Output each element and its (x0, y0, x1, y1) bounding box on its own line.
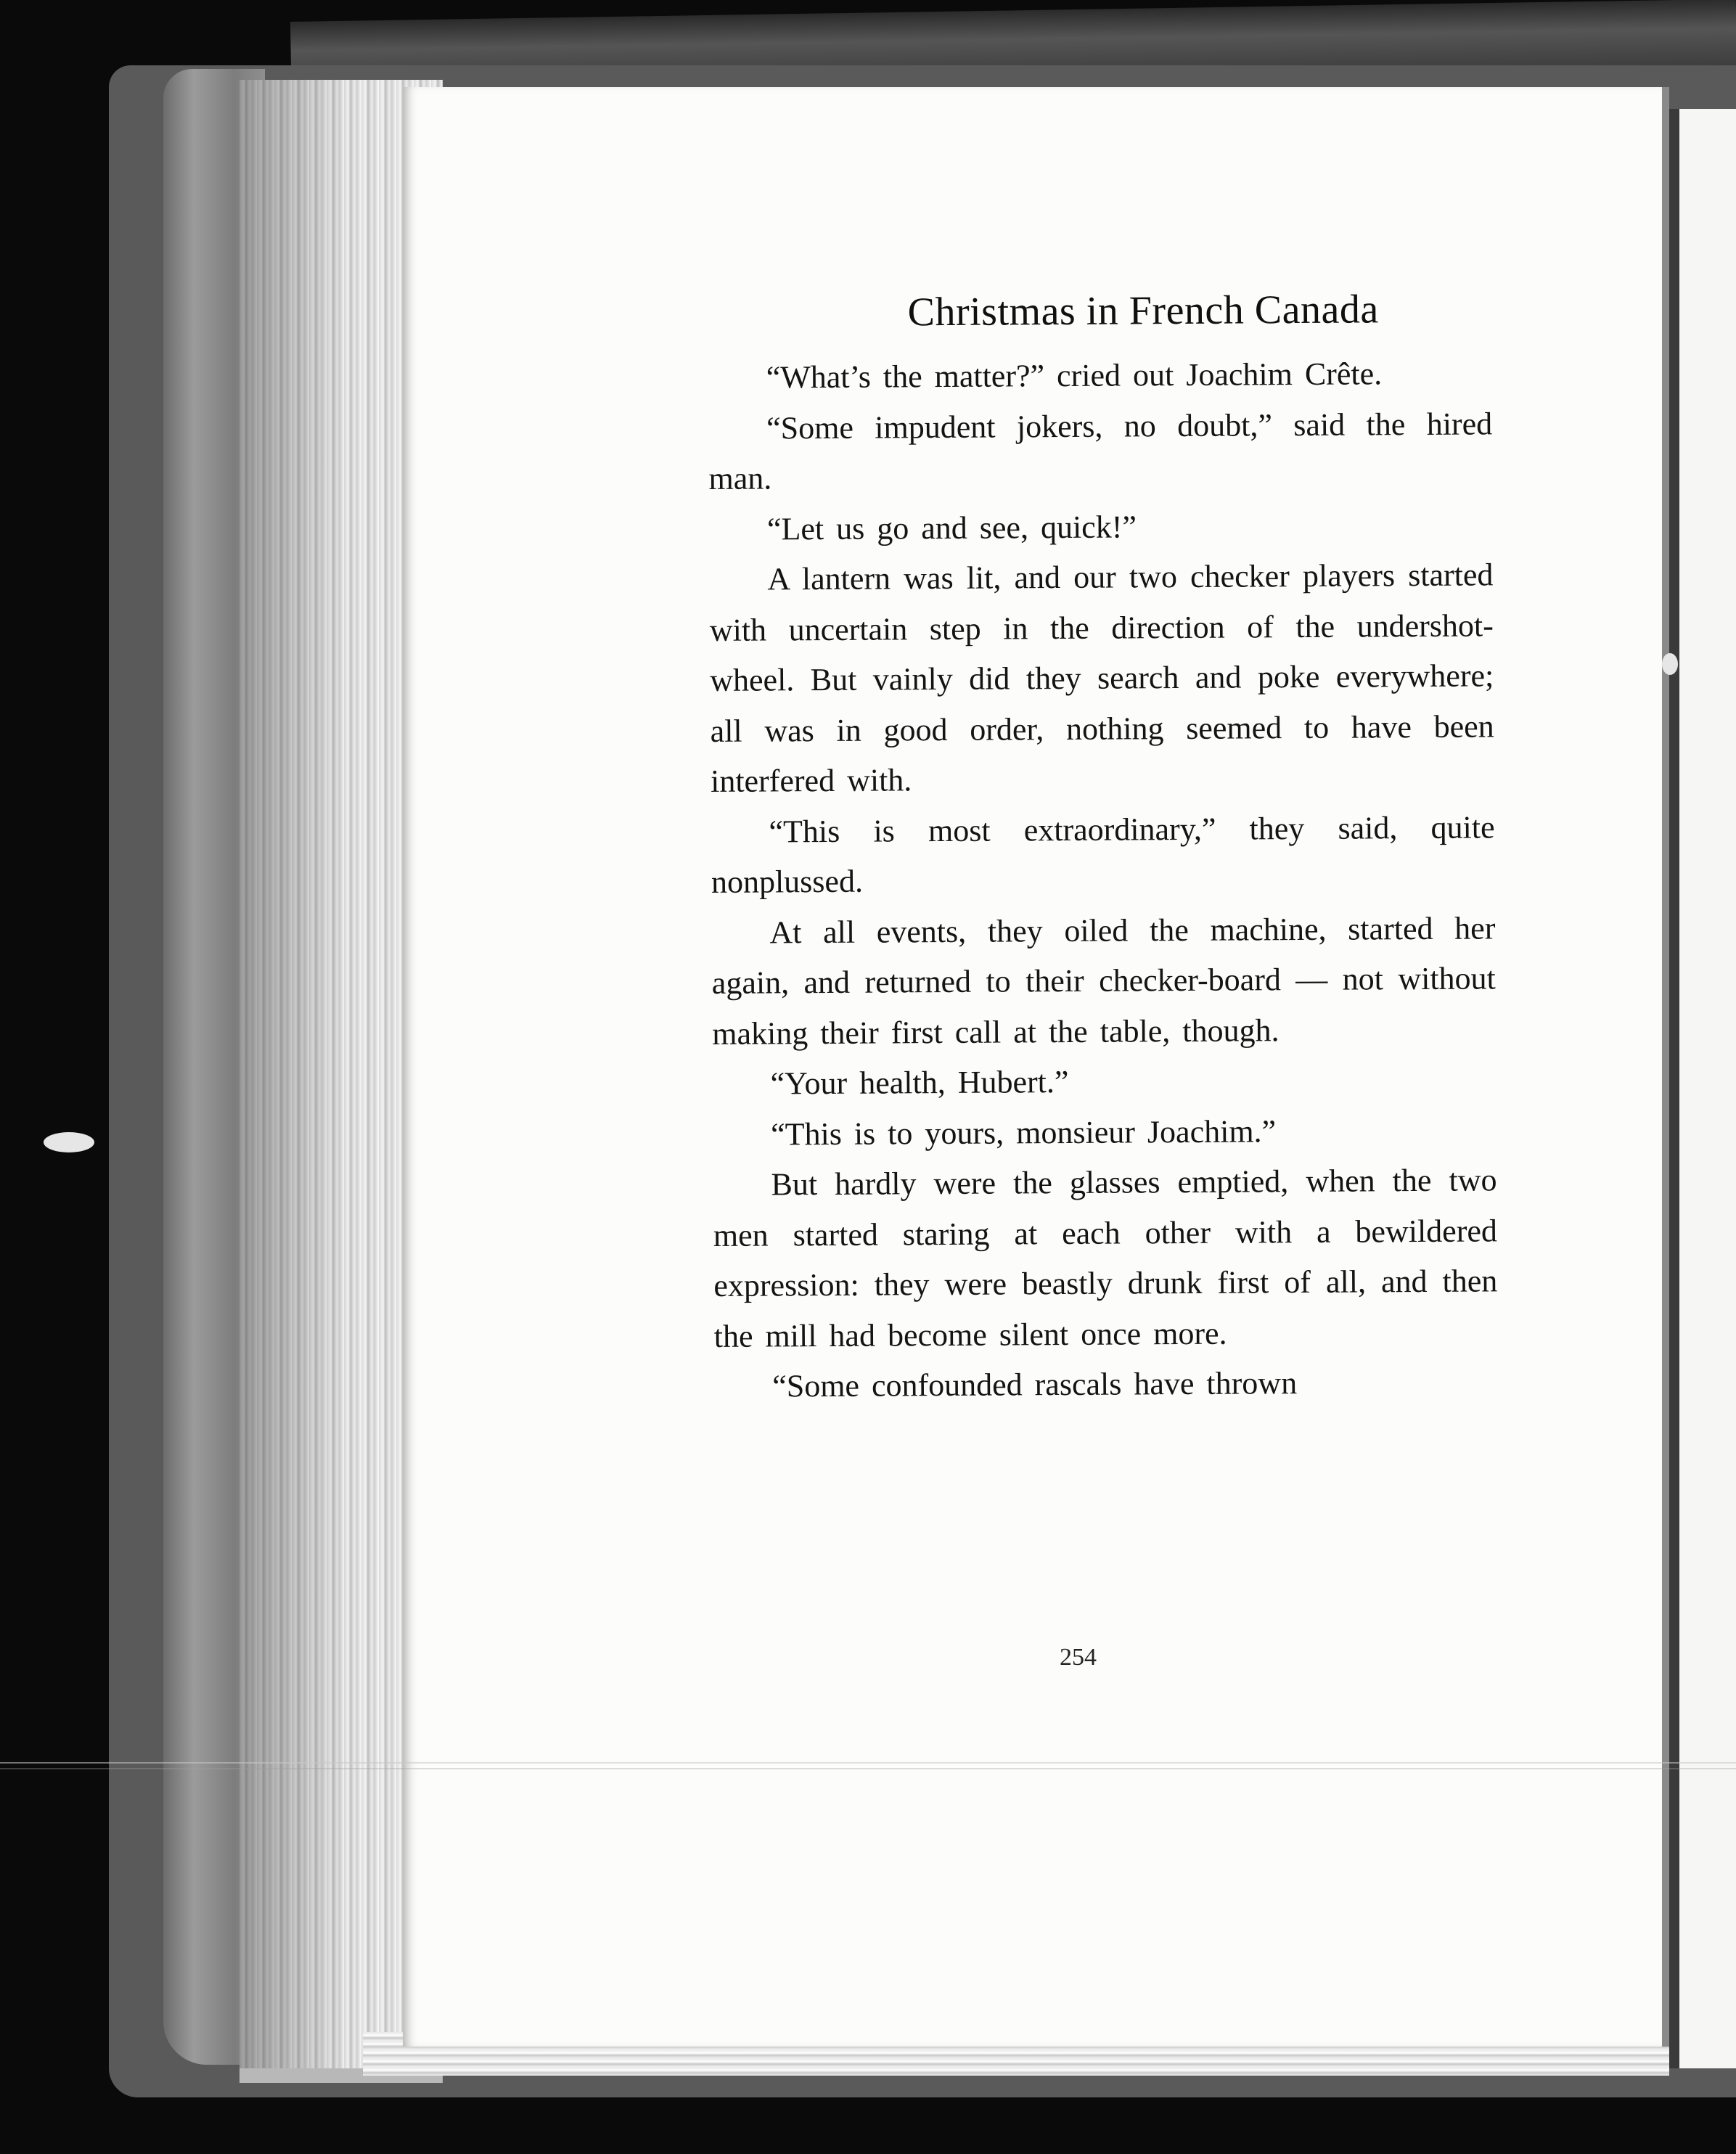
page-number: 254 (1060, 1644, 1097, 1671)
scan-speck (1662, 653, 1678, 675)
paragraph: “Some impudent jokers, no doubt,” said the hired man. (708, 405, 1493, 496)
paragraph: “This is to yours, monsieur Joachim.” (770, 1113, 1277, 1152)
paragraph: “This is most extraordinary,” they said, quite nonplussed. (711, 808, 1495, 900)
paragraph: “Your health, Hubert.” (770, 1063, 1069, 1102)
scan-artifact-line (0, 1768, 1736, 1769)
scan-artifact-line (0, 1762, 1736, 1764)
running-head: Christmas in French Canada (907, 287, 1379, 335)
paragraph: At all events, they oiled the machine, started her again, and returned to their checker-board — not without making their first call at the table, though. (711, 909, 1496, 1052)
paragraph: “Let us go and see, quick!” (766, 508, 1137, 547)
scan-speck (44, 1132, 94, 1152)
paragraph: “Some confounded rascals have thrown (772, 1365, 1298, 1404)
paragraph: But hardly were the glasses emptied, when the two men started staring at each other with a bewildered expression: they were beastly drunk first of all, and then the mill had become silent once more. (713, 1162, 1498, 1354)
paragraph: A lantern was lit, and our two checker players started with uncertain step in the direction of the undershot-wheel. But vainly did they search and poke everywhere; all was in good order, nothing seemed to have been interfered with. (709, 557, 1494, 799)
page-text-block (708, 285, 1498, 1412)
paragraph: “What’s the matter?” cried out Joachim Crête. (766, 356, 1383, 396)
adjacent-page-strip (1669, 109, 1736, 2068)
